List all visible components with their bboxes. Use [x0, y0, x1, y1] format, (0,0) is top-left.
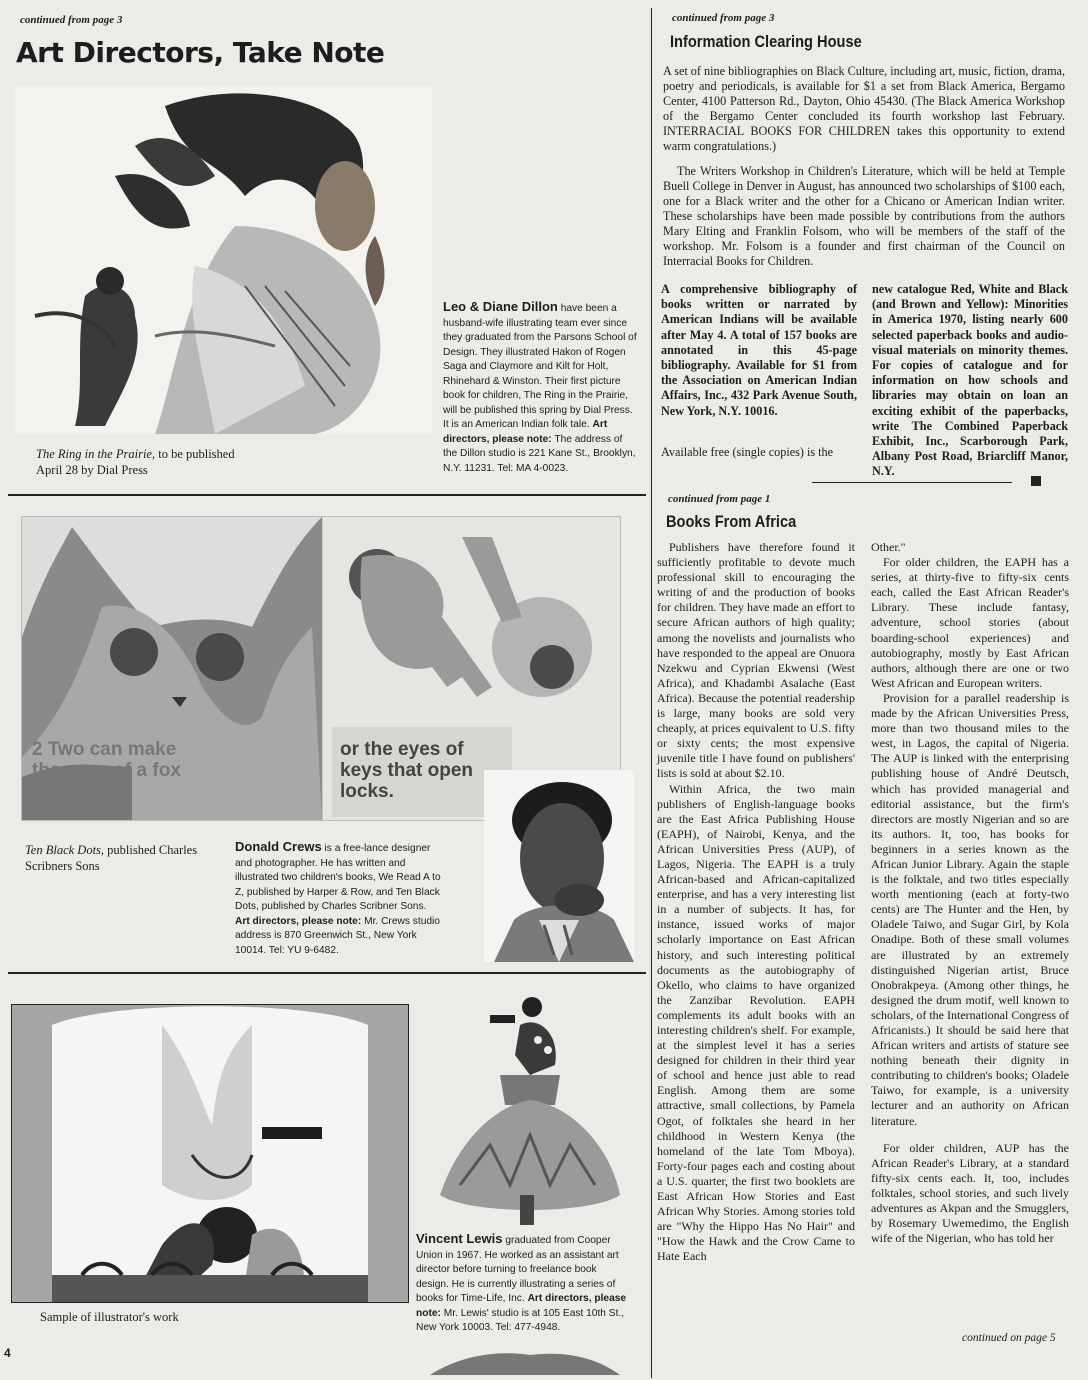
- lewis-name: Vincent Lewis: [416, 1231, 503, 1246]
- crews-note-label: Art directors, please note:: [235, 915, 362, 927]
- lewis-sample-illustration: [11, 1004, 409, 1303]
- end-rule: [812, 482, 1012, 483]
- bfa-paragraph: Within Africa, the two main publishers of English-language books are the East Africa Publishing House (EAPH), of Nairobi, Kenya, and the African Universities Press (AUP), of Lagos, Nigeria. The EAPH is a truly African-based and African-capitalized enterprise, and has a very interesting list in a number of subjects. It has, for instance, issued works of major scholarly importance on East African history, and such interesting political documents as the autobiography of Okello, who claims to have organized the Zanzibar Revolution. EAPH complements its adult books with an interesting children's shelf. For example, at the simplest level it has a series designed for children in their third year of school and hence just able to read English. Among them are some attractive, small collections, by Pamela Ogot, of folktales she heard in her childhood in Western Kenya (the homeland of the late Tom Mboya). Forty-four pages each and costing about a U.S. quarter, the first two booklets are East African How Stories and East African Why Stories. Among stories told are "Why the Hippo Has No Hair" and "How the Hawk and the Crow Came to Hate Each: [657, 781, 855, 1264]
- icl-catalogue-paragraph: new catalogue Red, White and Black (and Brown and Yellow): Minorities in America 1970, listing nearly 600 selected paperback books and audio-visual materials on minority themes. For copies of catalogue and for information on how schools and libraries may obtain on loan an exciting exhibit of the paperbacks, write The Combined Paperback Exhibit, Inc., Scarborough Park, Albany Post Road, Briarcliff Manor, N.Y.: [872, 282, 1068, 479]
- crews-bio: [235, 840, 443, 958]
- dillon-caption-text: to be published April 28 by Dial Press: [36, 447, 235, 477]
- dillon-caption: [36, 446, 246, 478]
- lewis-bio-text: graduated from Cooper Union in 1967. He worked as an assistant art director before turning to freelance book design. He is currently illustrating a series of books for Time-Life, Inc.: [416, 1235, 619, 1304]
- dillon-name: Leo & Diane Dillon: [443, 299, 558, 314]
- dillon-note: The address of the Dillon studio is 221 Kane St., Brooklyn, N.Y. 11231. Tel: MA 4-0023.: [443, 433, 636, 474]
- icl-paragraph-1: A set of nine bibliographies on Black Culture, including art, music, fiction, drama, poetry and periodicals, is available for $1 a set from Black America, Bergamo Center, 4100 Patterson Rd., Dayton, Ohio 45430. (The Black America Workshop of the Bergamo Center concluded its fourth workshop last February. INTERRACIAL BOOKS FOR CHILDREN takes this opportunity to extend warm congratulations.): [663, 64, 1065, 153]
- lewis-tree-bottom-illustration: [420, 1350, 630, 1375]
- icl-bibliography-paragraph: A comprehensive bibliography of books written or narrated by American Indians will be available after May 4. A total of 157 books are annotated in this 45-page bibliography. Available for $1 from the Association on American Indian Affairs, Inc., 432 Park Avenue South, New York, N.Y. 10016.: [661, 282, 857, 418]
- bfa-column-2: [871, 540, 1069, 1246]
- dillon-caption-title: The Ring in the Prairie,: [36, 447, 156, 461]
- ring-in-prairie-illustration: [15, 86, 432, 434]
- crews-caption-title: Ten Black Dots,: [25, 843, 105, 857]
- dillon-note-label: Art directors, please note:: [443, 419, 608, 445]
- crews-caption-text: published Charles Scribners Sons: [25, 843, 198, 873]
- lewis-caption: Sample of illustrator's work: [40, 1310, 179, 1324]
- column-rule: [651, 8, 652, 1378]
- icl-paragraph-2: The Writers Workshop in Children's Literature, which will be held at Temple Buell College in Denver in August, has announced two scholarships of $100 each, one for a Black writer and the other for a Chicano or American Indian writer. These scholarships have been made possible by contributions from the authors Mary Elting and Franklin Folsom, who will be members of the staff of the workshop. Mr. Folsom is a founder and first chairman of the Council on Interracial Books for Children.: [663, 164, 1065, 268]
- bfa-paragraph: Provision for a parallel readership is made by the African Universities Press, more than two thousand miles to the west, in Lagos, the capital of Nigeria. The AUP is linked with the enterprising publishing house of André Deutsch, which has provided managerial and editorial assistance, but the firm's directors are mostly Nigerian and so are its authors. It, too, has books for beginners in a series known as the African Junior Library. Again the staple is the folktale, and two titles especially worth mentioning (each at forty-two cents) are The Hunter and the Hen, by Oladele Taiwo, and Sugar Girl, by Kola Onadipe. Both of these small volumes are illustrated by an extremely distinguished Nigerian artist, Bruce Onobrakpeya. (Among other things, he designed the drum motif, well known to scholars, of the International Congress of Africanists.) It should be said here that African writers and artists of stature see nothing beneath their dignity in contributing to children's books; Oladele Taiwo, for example, is a university lecturer and an authority on African literature.: [871, 690, 1069, 1128]
- divider: [8, 972, 646, 974]
- lewis-note: Mr. Lewis' studio is at 105 East 10th St., New York 10003. Tel: 477-4948.: [416, 1307, 625, 1333]
- divider: [8, 494, 646, 496]
- page-number: 4: [4, 1346, 11, 1360]
- poster-text-keys: or the eyes of keys that open locks.: [340, 739, 474, 802]
- bfa-paragraph: For older children, AUP has the African Reader's Library, at a standard fifty-six cents each. It, too, includes folktales, school stories, and such lively adventures as Akpan and the Smugglers, by Rosemary Uwemedimo, the English wife of the Nigerian, who has told her: [871, 1140, 1069, 1246]
- end-mark: [1031, 476, 1041, 486]
- icl-title: Information Clearing House: [670, 32, 862, 51]
- lewis-note-label: Art directors, please note:: [416, 1293, 627, 1319]
- bfa-column-1: [657, 540, 855, 1265]
- dillon-bio-text: have been a husband-wife illustrating team ever since they graduated from the Parsons School of Design. They illustrated Hakon of Rogen Saga and Claymore and Kilt for Holt, Rhinehard & Winston. Their first picture book for children, The Ring in the Prairie, will be published this spring by Dial Press. It is an American Indian folk tale.: [443, 303, 637, 430]
- icl-continued-label: continued from page 3: [672, 12, 775, 24]
- bfa-paragraph: For older children, the EAPH has a series, at thirty-five to fifty-six cents each, called the East African Reader's Library. These include fantasy, adventure, school stories (about boarding-school experiences) and autobiography, mostly by East African authors, although there are one or two West African and European writers.: [871, 555, 1069, 690]
- bfa-continued-on: continued on page 5: [962, 1332, 1056, 1344]
- continued-from-label: continued from page 3: [20, 14, 123, 26]
- page-title: Art Directors, Take Note: [16, 36, 385, 69]
- crews-name: Donald Crews: [235, 839, 322, 854]
- poster-text-fox: 2 Two can make the eyes of a fox: [32, 739, 181, 781]
- dillon-bio: [443, 300, 637, 476]
- bfa-paragraph: Publishers have therefore found it sufficiently profitable to devote much professional skill to encouraging the writing of and the production of books for children. They have made an effort to secure African authors of high quality; among the novelists and journalists who have responded to the appeal are Onuora Nzekwu and Cyprian Ekwensi (West Africa), and Khadambi Asalache (East Africa). Because the potential readership is large, many books are sold very cheaply, at prices equivalent to U.S. fifty or sixty cents; the most expensive juvenile title I have found on publishers' lists is sold at about $2.10.: [657, 540, 855, 781]
- donald-crews-photo: [484, 770, 634, 962]
- icl-catalogue-intro: Available free (single copies) is the: [661, 445, 834, 459]
- crews-note: Mr. Crews studio address is 870 Greenwich St., New York 10014. Tel: YU 9-6482.: [235, 915, 440, 956]
- lewis-tree-illustration: [420, 995, 633, 1225]
- crews-caption: [25, 842, 225, 874]
- bfa-title: Books From Africa: [666, 512, 797, 531]
- lewis-bio: [416, 1232, 628, 1336]
- bfa-continued-label: continued from page 1: [668, 493, 771, 505]
- bfa-paragraph: Other.": [871, 540, 906, 554]
- crews-bio-text: is a free-lance designer and photographer. He has written and illustrated two children's books, We Read A to Z, published by Harper & Row, and Ten Black Dots, published by Charles Scribner Sons.: [235, 843, 441, 912]
